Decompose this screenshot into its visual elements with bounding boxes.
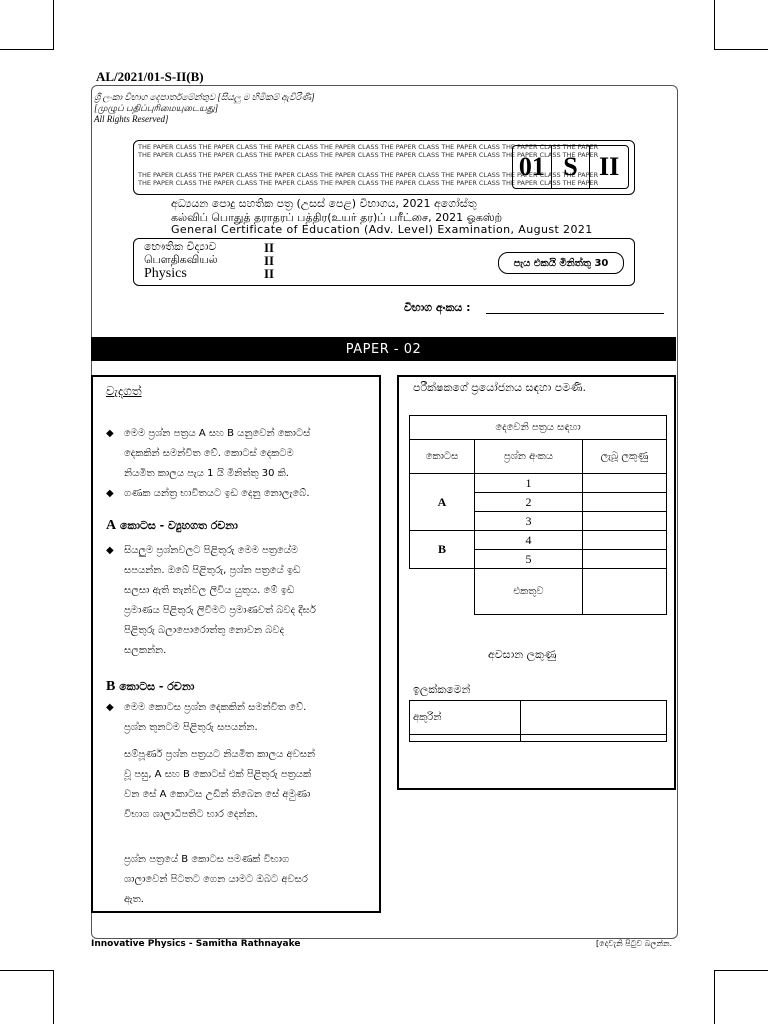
- section-letter: A: [106, 518, 117, 533]
- question-number: 3: [475, 512, 583, 531]
- section-b-text: [124, 698, 306, 738]
- bullet-icon: ◆: [106, 702, 114, 713]
- paper-title-bar: PAPER - 02: [91, 337, 676, 361]
- index-number-field[interactable]: [486, 313, 664, 314]
- rights-line-1: ශ්‍රී ලංකා විභාග දෙපාර්තමේන්තුව [සියලු ම හිමිකම් ඇවිරිණි]: [94, 92, 315, 102]
- text-line: පිළිතුරු බලාපොරොත්තු නොවන බවද: [124, 625, 285, 636]
- text-line: සලසා ඇති තැන්වල ලිවිය යුතුය. මේ ඉඩ: [124, 585, 295, 596]
- subject-english: Physics: [144, 266, 187, 281]
- watermark-line: THE PAPER CLASS THE PAPER CLASS THE PAPER CLASS THE PAPER CLASS THE PAPER CLASS THE PAPER CLASS THE PAPER CLASS THE PAPER: [138, 171, 599, 179]
- section-a-title: [106, 518, 238, 534]
- text-line: සලකන්න.: [124, 645, 167, 656]
- text-line: සියලුම ප්‍රශ්නවලට පිළිතුරු මෙම පත්‍රයේම: [124, 545, 299, 556]
- text-line: ඇත.: [124, 894, 144, 905]
- text-line: දෙකකින් සමන්විත වේ. කොටස් දෙකටම: [124, 448, 294, 459]
- text-line: ප්‍රශ්න තුනටම පිළිතුරු සපයන්න.: [124, 722, 258, 733]
- text-line: සම්පූර්ණ ප්‍රශ්න පත්‍රයට නියමිත කාලය අවසන්: [124, 749, 316, 760]
- paper-code: AL/2021/01-S-II(B): [96, 69, 204, 84]
- section-title-text: කොටස - රචනා: [119, 680, 195, 693]
- marks-cell[interactable]: [583, 474, 667, 493]
- marks-table-title: දෙවෙනි පත්‍රය සඳහා: [410, 416, 667, 440]
- take-away-instructions: [124, 850, 308, 910]
- question-number: 5: [475, 550, 583, 569]
- submission-instructions: [124, 745, 315, 825]
- instructions-heading: වැදගත්: [106, 384, 142, 398]
- subject-sinhala: භෞතික විද්‍යාව: [144, 240, 217, 253]
- section-b-title: [106, 679, 194, 695]
- rights-line-3: All Rights Reserved]: [94, 114, 169, 124]
- instruction-2: ගණක යන්ත්‍ර භාවිතයට ඉඩ දෙනු නොලැබේ.: [124, 488, 310, 499]
- code-paper: II: [589, 146, 628, 188]
- final-marks-label: අවසාන ලකුණු: [488, 648, 557, 661]
- text-line: සපයන්න. ඔබේ පිළිතුරු, ප්‍රශ්න පත්‍රයේ ඉඩ: [124, 565, 301, 576]
- empty-cell[interactable]: [410, 734, 521, 741]
- marks-cell[interactable]: [583, 531, 667, 550]
- text-line: වන සේ A කොටස උඩින් තිබෙන සේ අමුණා: [124, 789, 311, 800]
- text-line: ප්‍රමාණය පිළිතුරු ලිවීමට ප්‍රමාණවත් බවද දීර්ඝ: [124, 605, 316, 616]
- subject-tamil: பௌதிகவியல்: [144, 253, 218, 266]
- section-b-cell: B: [410, 531, 475, 569]
- watermark-line: THE PAPER CLASS THE PAPER CLASS THE PAPER CLASS THE PAPER CLASS THE PAPER CLASS THE PAPER CLASS THE PAPER CLASS THE PAPER: [138, 151, 599, 159]
- rights-line-2: [முழுப் பதிப்புரிமையுடையது]: [94, 103, 219, 113]
- section-title-text: කොටස - ව්‍යුහගත රචනා: [119, 519, 238, 532]
- text-line: වූ පසු, A සහ B කොටස් එක් පිළිතුරු පත්‍රයක්: [124, 769, 312, 780]
- exam-title-tamil: கல்விப் பொதுத் தராதரப் பத்திர(உயர் தர)ப் பரீட்சை, 2021 ஓகஸ்ற்: [171, 211, 503, 224]
- rights-notice: [94, 92, 315, 125]
- exam-title-sinhala: අධ්‍යයන පොදු සහතික පත්‍ර (උසස් පෙළ) විභාගය, 2021 අගෝස්තු: [171, 197, 477, 210]
- col-header-marks: ලැබූ ලකුණු: [583, 440, 667, 474]
- question-number: 1: [475, 474, 583, 493]
- duration-badge: පැය එකයි මිනිත්තු 30: [498, 252, 624, 274]
- instruction-1: [124, 424, 310, 484]
- section-a-cell: A: [410, 474, 475, 531]
- marks-cell[interactable]: [583, 493, 667, 512]
- marks-table: [409, 415, 667, 615]
- watermark-line: THE PAPER CLASS THE PAPER CLASS THE PAPER CLASS THE PAPER CLASS THE PAPER CLASS THE PAPER CLASS THE PAPER CLASS THE PAPER: [138, 143, 599, 151]
- watermark-line: THE PAPER CLASS THE PAPER CLASS THE PAPER CLASS THE PAPER CLASS THE PAPER CLASS THE PAPER CLASS THE PAPER CLASS THE PAPER: [138, 179, 599, 187]
- footer-author: Innovative Physics - Samitha Rathnayake: [91, 939, 301, 949]
- question-number: 2: [475, 493, 583, 512]
- examiner-title: පරීක්ෂකගේ ප්‍රයෝජනය සඳහා පමණි.: [413, 381, 587, 394]
- in-words-label: අකුරින්: [410, 701, 521, 735]
- col-header-section: කොටස: [410, 440, 475, 474]
- subject-number: II: [264, 266, 275, 281]
- crop-mark-bottom-left: [0, 970, 54, 1024]
- text-line: ප්‍රශ්න පත්‍රයේ B කොටස පමණක් විභාග: [124, 854, 290, 865]
- marks-cell[interactable]: [583, 550, 667, 569]
- watermark-text-bottom: [138, 171, 599, 187]
- exam-title-english: General Certificate of Education (Adv. Level) Examination, August 2021: [171, 223, 593, 236]
- bullet-icon: ◆: [106, 545, 114, 556]
- footer-next-page: [දෙවැනි පිටුව බලන්න.: [596, 939, 672, 948]
- watermark-text-top: [138, 143, 599, 159]
- empty-cell: [410, 569, 475, 615]
- subject-number: II: [264, 253, 275, 268]
- subject-number: II: [264, 240, 275, 255]
- question-number: 4: [475, 531, 583, 550]
- total-cell[interactable]: [583, 569, 667, 615]
- section-letter: B: [106, 679, 116, 694]
- in-words-cell[interactable]: [521, 701, 667, 735]
- total-label: එකතුව: [475, 569, 583, 615]
- index-number-label: විභාග අංකය :: [404, 301, 471, 314]
- crop-mark-bottom-right: [714, 970, 768, 1024]
- empty-cell[interactable]: [521, 734, 667, 741]
- text-line: විභාග ශාලාධිපතිට භාර දෙන්න.: [124, 809, 258, 820]
- final-marks-table: [409, 700, 667, 742]
- section-a-text: [124, 541, 316, 661]
- text-line: නියමිත කාලය පැය 1 යි මිනිත්තු 30 කි.: [124, 468, 289, 479]
- code-language: S: [551, 146, 590, 188]
- marks-cell[interactable]: [583, 512, 667, 531]
- text-line: මෙම ප්‍රශ්න පත්‍රය A සහ B යනුවෙන් කොටස්: [124, 428, 311, 439]
- crop-mark-top-left: [0, 0, 54, 50]
- code-subject-number: 01: [518, 152, 545, 181]
- subject-code-box: [512, 145, 629, 189]
- bullet-icon: ◆: [106, 428, 114, 439]
- bullet-icon: ◆: [106, 488, 114, 499]
- col-header-question: ප්‍රශ්න අංකය: [475, 440, 583, 474]
- text-line: මෙම කොටස ප්‍රශ්න දෙකකින් සමන්විත වේ.: [124, 702, 307, 713]
- in-numbers-label: ඉලක්කමෙන්: [413, 683, 471, 696]
- crop-mark-top-right: [714, 0, 768, 50]
- text-line: ශාලාවෙන් පිටතට ගෙන යාමට ඔබට අවසර: [124, 874, 308, 885]
